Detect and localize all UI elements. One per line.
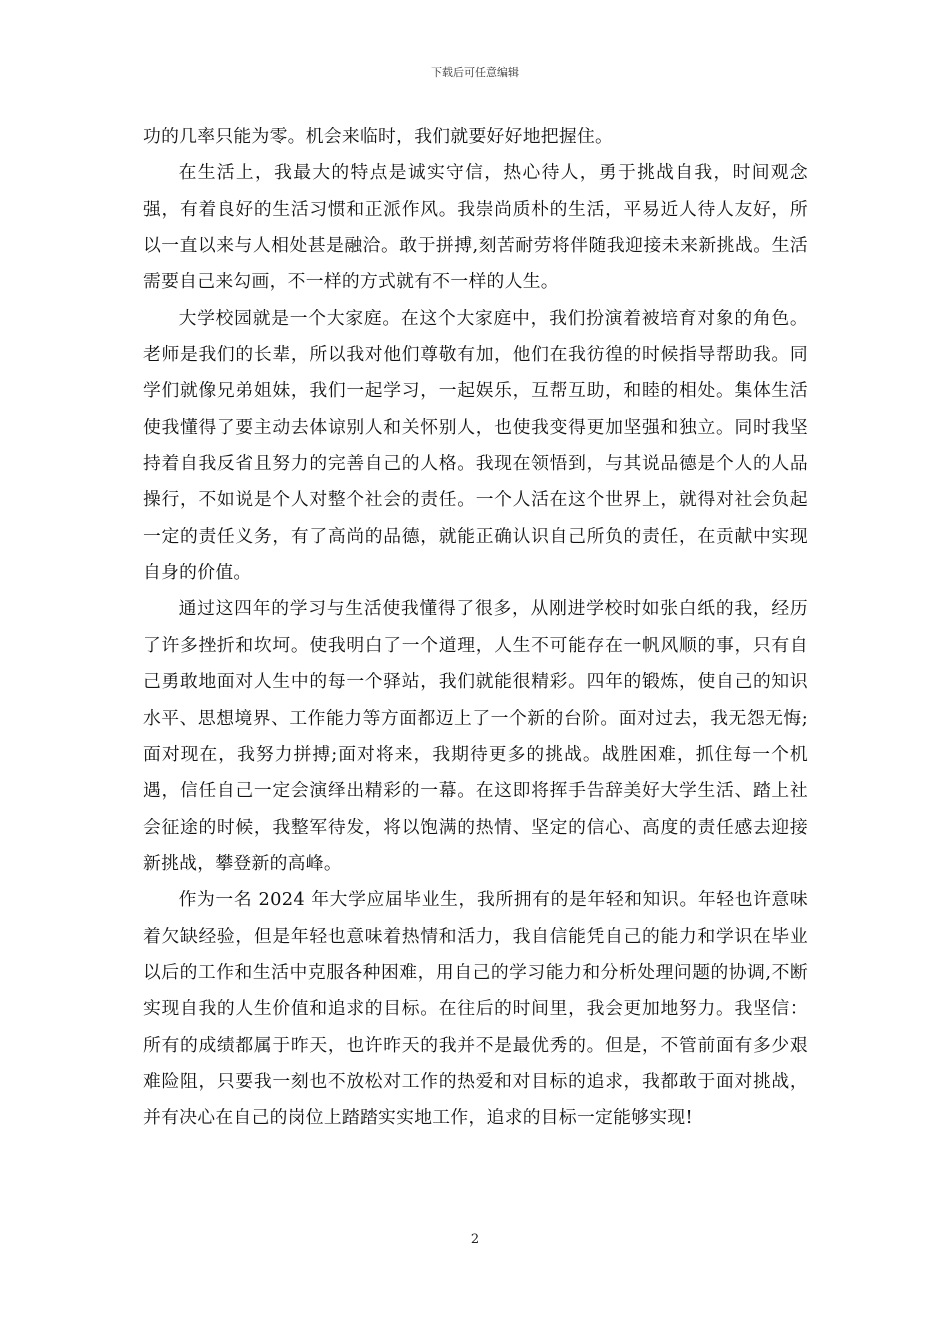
page-number: 2: [470, 1232, 480, 1247]
page-header: 下载后可任意编辑: [431, 66, 519, 79]
paragraph: 在生活上，我最大的特点是诚实守信，热心待人，勇于挑战自我，时间观念强，有着良好的生活习惯和正派作风。我崇尚质朴的生活，平易近人待人友好，所以一直以来与人相处甚是融洽。敢于拼搏,刻苦耐劳将伴随我迎接未来新挑战。生活需要自己来勾画，不一样的方式就有不一样的人生。: [143, 162, 808, 293]
paragraph: 通过这四年的学习与生活使我懂得了很多，从刚进学校时如张白纸的我，经历了许多挫折和坎坷。使我明白了一个道理，人生不可能存在一帆风顺的事，只有自己勇敢地面对人生中的每一个驿站，我们就能很精彩。四年的锻炼，使自己的知识水平、思想境界、工作能力等方面都迈上了一个新的台阶。面对过去，我无怨无悔;面对现在，我努力拼搏;面对将来，我期待更多的挑战。战胜困难，抓住每一个机遇，信任自己一定会演绎出精彩的一幕。在这即将挥手告辞美好大学生活、踏上社会征途的时候，我整军待发，将以饱满的热情、坚定的信心、高度的责任感去迎接新挑战，攀登新的高峰。: [143, 598, 808, 874]
paragraph: 大学校园就是一个大家庭。在这个大家庭中，我们扮演着被培育对象的角色。老师是我们的长辈，所以我对他们尊敬有加，他们在我彷徨的时候指导帮助我。同学们就像兄弟姐妹，我们一起学习，一起娱乐，互帮互助，和睦的相处。集体生活使我懂得了要主动去体谅别人和关怀别人，也使我变得更加坚强和独立。同时我坚持着自我反省且努力的完善自己的人格。我现在领悟到，与其说品德是个人的人品操行，不如说是个人对整个社会的责任。一个人活在这个世界上，就得对社会负起一定的责任义务，有了高尚的品德，就能正确认识自己所负的责任，在贡献中实现自身的价值。: [143, 307, 808, 584]
paragraph: 功的几率只能为零。机会来临时，我们就要好好地把握住。: [143, 126, 614, 147]
paragraph: 作为一名 2024 年大学应届毕业生，我所拥有的是年轻和知识。年轻也许意味着欠缺经验，但是年轻也意味着热情和活力，我自信能凭自己的能力和学识在毕业以后的工作和生活中克服各种困难，用自己的学习能力和分析处理问题的协调,不断实现自我的人生价值和追求的目标。在往后的时间里，我会更加地努力。我坚信：所有的成绩都属于昨天，也许昨天的我并不是最优秀的。但是，不管前面有多少艰难险阻，只要我一刻也不放松对工作的热爱和对目标的追求，我都敢于面对挑战，并有决心在自己的岗位上踏踏实实地工作，追求的目标一定能够实现!: [143, 889, 808, 1129]
document-body: [143, 119, 808, 1137]
